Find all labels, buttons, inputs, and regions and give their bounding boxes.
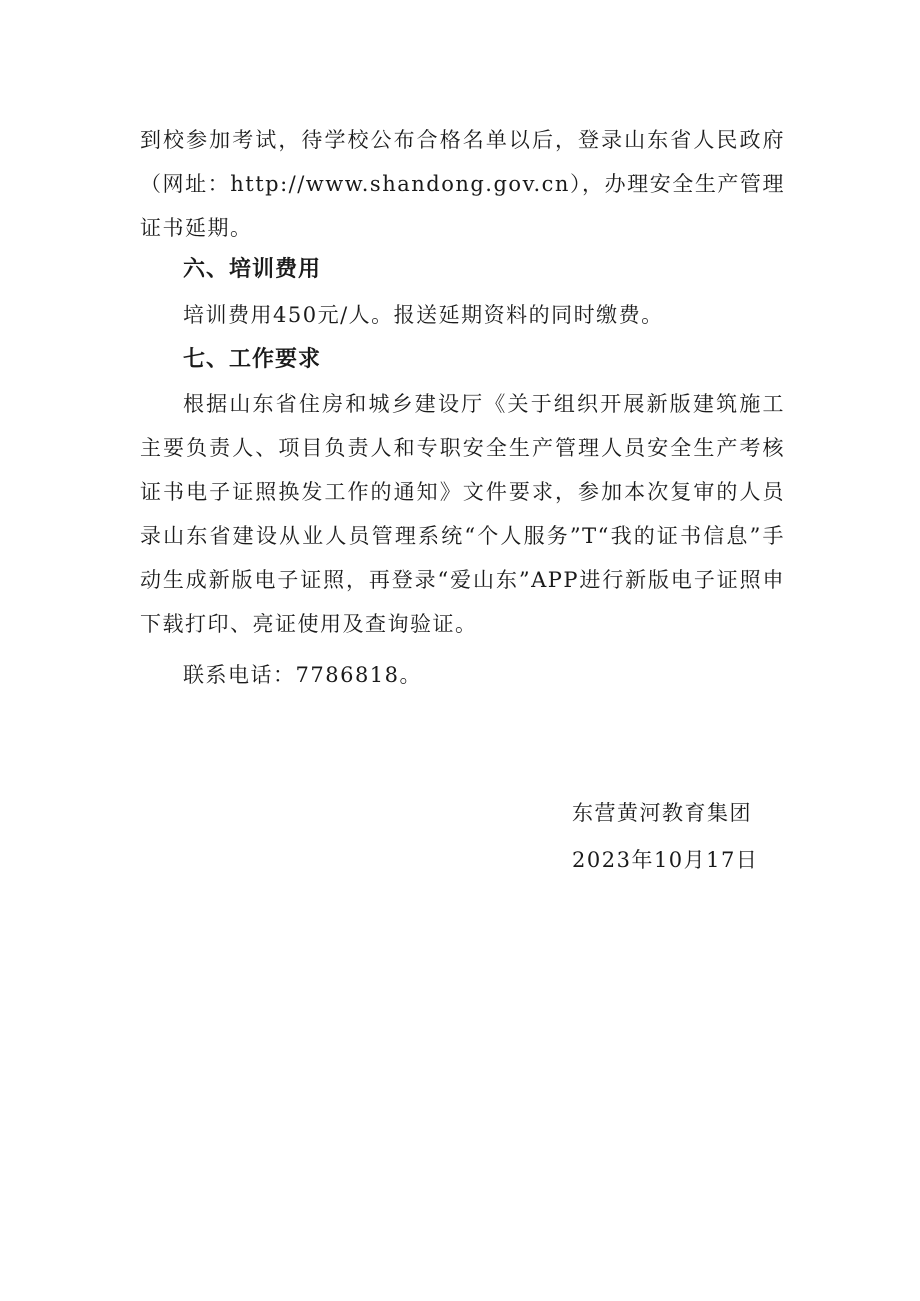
section7-line-4: 录山东省建设从业人员管理系统“个人服务”T“我的证书信息”手 bbox=[140, 524, 785, 548]
section7-line-5: 动生成新版电子证照，再登录“爱山东”APP进行新版电子证照申 bbox=[140, 568, 785, 592]
section7-paragraph bbox=[140, 382, 785, 646]
intro-line-1: 到校参加考试，待学校公布合格名单以后，登录山东省人民政府 bbox=[140, 128, 785, 152]
section7-line-6: 下载打印、亮证使用及查询验证。 bbox=[140, 612, 478, 636]
section6-text: 培训费用450元/人。报送延期资料的同时缴费。 bbox=[183, 303, 664, 327]
signature-date: 2023年10月17日 bbox=[572, 848, 759, 872]
section7-line-3: 证书电子证照换发工作的通知》文件要求，参加本次复审的人员 bbox=[140, 480, 785, 504]
section7-line-2: 主要负责人、项目负责人和专职安全生产管理人员安全生产考核 bbox=[140, 436, 785, 460]
contact-phone: 联系电话：7786818。 bbox=[183, 663, 423, 687]
section7-heading: 七、工作要求 bbox=[183, 347, 322, 372]
signature-organization: 东营黄河教育集团 bbox=[572, 801, 752, 825]
intro-line-3: 证书延期。 bbox=[140, 216, 253, 240]
section7-line-1: 根据山东省住房和城乡建设厅《关于组织开展新版建筑施工 bbox=[183, 392, 785, 416]
section6-heading: 六、培训费用 bbox=[183, 257, 322, 282]
intro-line-2: （网址：http://www.shandong.gov.cn），办理安全生产管理 bbox=[140, 172, 785, 196]
intro-paragraph bbox=[140, 118, 785, 250]
